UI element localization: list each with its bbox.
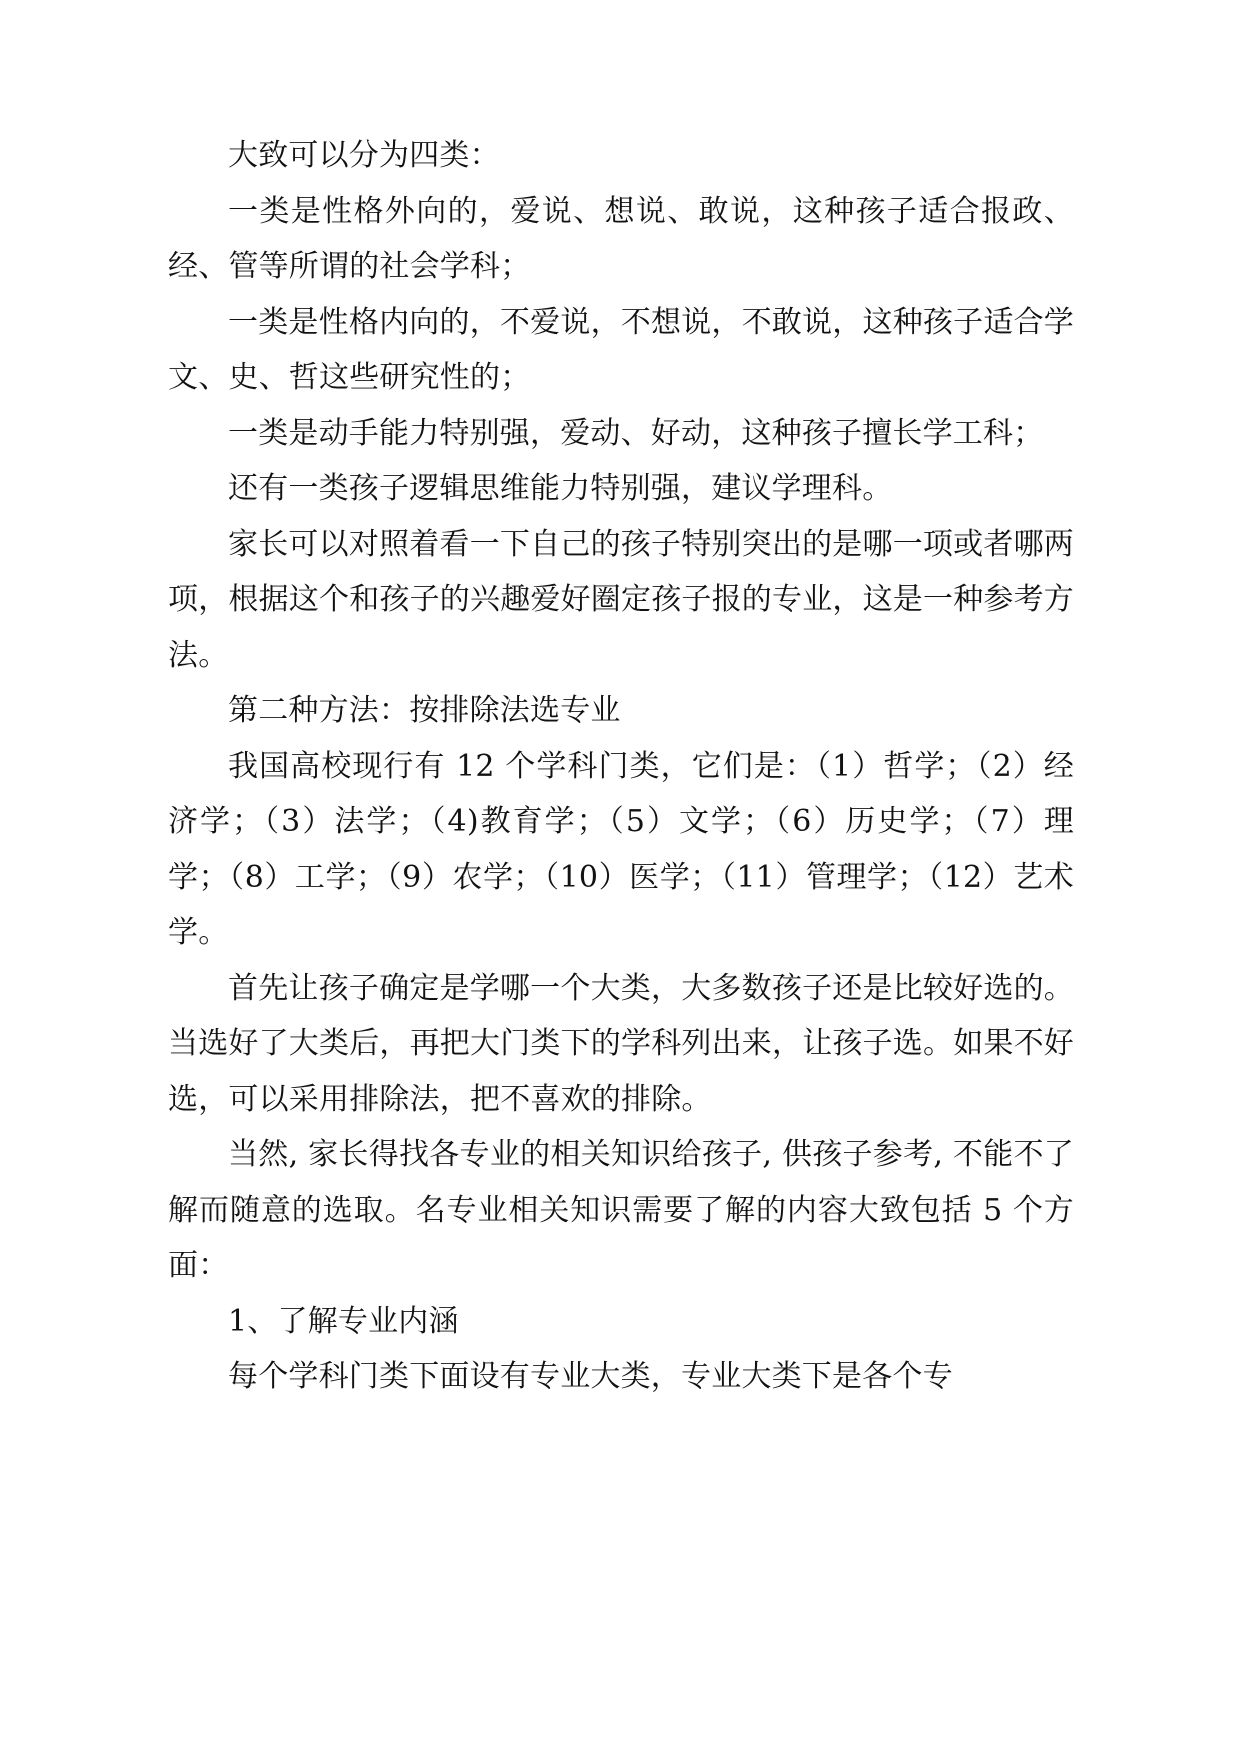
document-body xyxy=(168,128,1074,1405)
paragraph: 家长可以对照着看一下自己的孩子特别突出的是哪一项或者哪两项，根据这个和孩子的兴趣爱好圈定孩子报的专业，这是一种参考方法。 xyxy=(168,526,1074,673)
paragraph: 我国高校现行有 12 个学科门类，它们是：（1）哲学；（2）经济学；（3）法学；（4)教育学；（5）文学；（6）历史学；（7）理学；（8）工学；（9）农学；（10）医学；（11）管理学；（12）艺术学。 xyxy=(168,748,1074,950)
paragraph: 一类是性格外向的，爱说、想说、敢说，这种孩子适合报政、经、管等所谓的社会学科； xyxy=(168,193,1074,284)
paragraph: 还有一类孩子逻辑思维能力特别强，建议学理科。 xyxy=(228,471,893,506)
paragraph: 1、了解专业内涵 xyxy=(228,1303,459,1339)
paragraph: 第二种方法：按排除法选专业 xyxy=(228,693,621,728)
paragraph: 一类是性格内向的，不爱说，不想说，不敢说，这种孩子适合学文、史、哲这些研究性的； xyxy=(168,304,1074,395)
paragraph: 每个学科门类下面设有专业大类，专业大类下是各个专 xyxy=(228,1359,953,1394)
paragraph: 当然, 家长得找各专业的相关知识给孩子, 供孩子参考, 不能不了解而随意的选取。名专业相关知识需要了解的内容大致包括 5 个方面： xyxy=(168,1137,1074,1283)
paragraph: 大致可以分为四类： xyxy=(228,138,500,173)
paragraph: 首先让孩子确定是学哪一个大类，大多数孩子还是比较好选的。当选好了大类后，再把大门类下的学科列出来，让孩子选。如果不好选，可以采用排除法，把不喜欢的排除。 xyxy=(168,970,1074,1117)
paragraph: 一类是动手能力特别强，爱动、好动，这种孩子擅长学工科； xyxy=(228,415,1044,451)
